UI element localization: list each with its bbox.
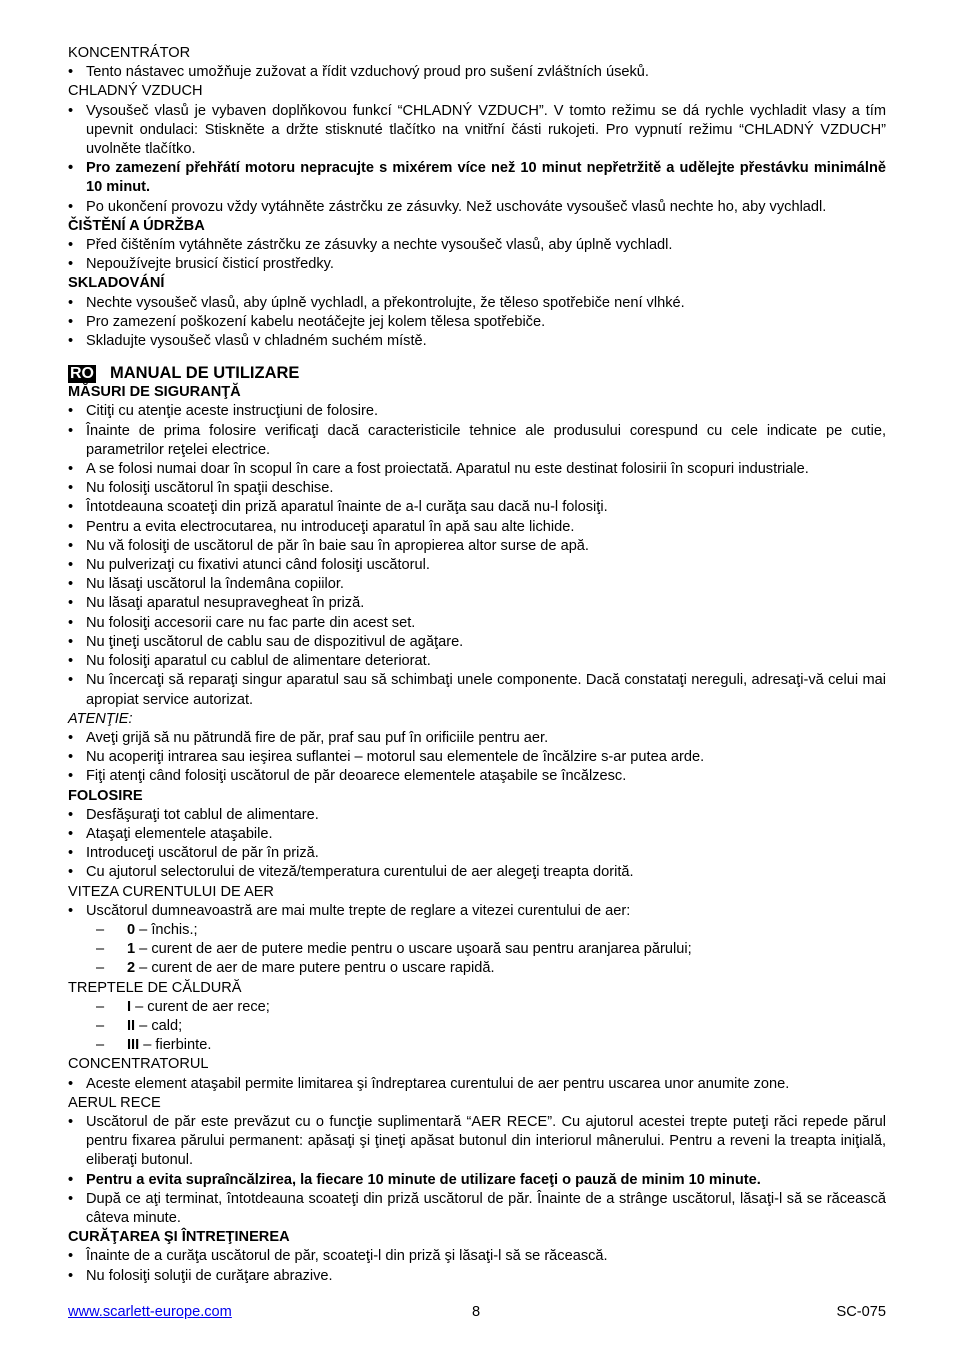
list-item: • Aveţi grijă să nu pătrundă fire de păr, praf sau puf în orificiile pentru aer. [68,729,886,748]
list-item: • Cu ajutorul selectorului de viteză/temperatura curentului de aer alegeţi treapta dorită. [68,863,886,882]
list-item: • Vysoušeč vlasů je vybaven doplňkovou funkcí “CHLADNÝ VZDUCH”. V tomto režimu se dá rychle vychladit vlasy a tím upevnit ondulaci: Stiskněte a držte stisknuté tlačítko na vnitřní části rukojeti. Pro vypnutí režimu “CHLADNÝ VZDUCH” uvolněte tlačítko. [68,102,886,160]
list-item: • Introduceţi uscătorul de păr în priză. [68,844,886,863]
level-text: – curent de aer de putere medie pentru o uscare uşoară sau pentru aranjarea părului; [135,941,692,958]
manual-page [68,44,886,1286]
list-item: • Aceste element ataşabil permite limitarea şi îndreptarea curentului de aer pentru uscarea unor anumite zone. [68,1075,886,1094]
list-viteza-intro [68,902,886,921]
list-item: • Nu acoperiţi intrarea sau ieşirea suflantei – motorul sau elementele de încălzire s-ar putea arde. [68,748,886,767]
list-item-warning: • Pentru a evita supraîncălzirea, la fiecare 10 minute de utilizare faceţi o pauză de minim 10 minute. [68,1171,886,1190]
language-badge: RO [70,364,94,382]
heading-concentratorul: CONCENTRATORUL [68,1056,209,1073]
list-item: • A se folosi numai doar în scopul în care a fost proiectată. Aparatul nu este destinat folosirii în scopuri industriale. [68,460,886,479]
model-code: SC-075 [836,1304,886,1320]
list-item: • Nu vă folosiţi de uscătorul de păr în baie sau în apropierea altor surse de apă. [68,537,886,556]
list-item: • Înainte de a curăţa uscătorul de păr, scoateţi-l din priză şi lăsaţi-l să se răcească. [68,1247,886,1266]
list-curatarea [68,1247,886,1285]
list-item: • Desfăşuraţi tot cablul de alimentare. [68,806,886,825]
heading-aerul-rece: AERUL RECE [68,1094,161,1111]
level-key: I [127,998,132,1015]
heading-folosire: FOLOSIRE [68,787,143,804]
list-item: • Nechte vysoušeč vlasů, aby úplně vychladl, a překontrolujte, že těleso spotřebiče není vlhké. [68,294,886,313]
level-text: – închis.; [135,921,198,938]
list-item: • După ce aţi terminat, întotdeauna scoateţi din priză uscătorul de păr. Înainte de a strânge uscătorul, lăsaţi-l să se răcească câteva minute. [68,1190,886,1228]
list-item: • Před čištěním vytáhněte zástrčku ze zásuvky a nechte vysoušeč vlasů, aby úplně vychladl. [68,236,886,255]
list-item: • Uscătorul dumneavoastră are mai multe trepte de reglare a vitezei curentului de aer: [68,902,886,921]
dash-item [68,940,886,959]
heading-koncentrator: KONCENTRÁTOR [68,45,191,61]
heading-masuri: MĂSURI DE SIGURANŢĂ [68,384,241,401]
level-key: 1 [127,941,136,958]
website-link[interactable]: www.scarlett-europe.com [68,1304,232,1320]
list-item: • Nu lăsaţi aparatul nesupravegheat în priză. [68,594,886,613]
list-cisteni [68,236,886,274]
list-folosire [68,806,886,883]
level-key: III [127,1037,140,1054]
list-item: • Ataşaţi elementele ataşabile. [68,825,886,844]
section-title: MANUAL DE UTILIZARE [110,364,300,383]
dash-item [68,1036,886,1055]
heading-skladovani: SKLADOVÁNÍ [68,275,165,292]
list-viteza-levels [68,921,886,979]
list-atentie [68,729,886,787]
list-item: • Nu folosiţi soluţii de curăţare abrazive. [68,1267,886,1286]
list-item: • Nu folosiţi uscătorul în spaţii deschise. [68,479,886,498]
list-item: • Nu folosiţi aparatul cu cablul de alimentare deteriorat. [68,652,886,671]
section-header-ro [68,364,886,383]
list-item: • Pentru a evita electrocutarea, nu introduceţi aparatul în apă sau alte lichide. [68,518,886,537]
list-item: • Nu pulverizaţi cu fixativi atunci când folosiţi uscătorul. [68,556,886,575]
list-item: • Întotdeauna scoateţi din priză aparatul înainte de a-l curăţa sau dacă nu-l folosiţi. [68,498,886,517]
level-text: – curent de aer de mare putere pentru o uscare rapidă. [135,960,495,977]
level-key: II [127,1017,136,1034]
heading-atentie: ATENŢIE: [68,710,133,727]
heading-cisteni: ČIŠTĚNÍ A ÚDRŽBA [68,217,205,234]
list-trepte [68,998,886,1056]
level-text: – curent de aer rece; [131,998,270,1015]
dash-item [68,921,886,940]
list-item: • Skladujte vysoušeč vlasů v chladném suchém místě. [68,332,886,351]
list-item: • Pro zamezení poškození kabelu neotáčejte jej kolem tělesa spotřebiče. [68,313,886,332]
list-item: • Po ukončení provozu vždy vytáhněte zástrčku ze zásuvky. Než uschováte vysoušeč vlasů nechte ho, aby vychladl. [68,198,886,217]
list-masuri [68,402,886,709]
list-item: • Înainte de prima folosire verificaţi dacă caracteristicile tehnice ale produsului corespund cu cele indicate pe cutie, parametrilor reţelei electrice. [68,422,886,460]
heading-curatarea: CURĂŢAREA ŞI ÎNTREŢINEREA [68,1229,290,1246]
heading-chladny-vzduch: CHLADNÝ VZDUCH [68,83,203,100]
list-item: • Tento nástavec umožňuje zužovat a řídit vzduchový proud pro sušení zvláštních úseků. [68,63,886,82]
list-concentratorul [68,1075,886,1094]
list-item: • Nu folosiţi accesorii care nu fac parte din acest set. [68,614,886,633]
list-skladovani [68,294,886,352]
list-item: • Nu ţineţi uscătorul de cablu sau de dispozitivul de agăţare. [68,633,886,652]
level-text: – cald; [135,1017,183,1034]
list-item: • Nu lăsaţi uscătorul la îndemâna copiilor. [68,575,886,594]
list-item: • Nepoužívejte brusicí čisticí prostředky. [68,255,886,274]
page-number: 8 [472,1304,481,1320]
dash-item [68,998,886,1017]
list-item: • Citiţi cu atenţie aceste instrucţiuni de folosire. [68,402,886,421]
list-item: • Uscătorul de păr este prevăzut cu o funcţie suplimentară “AER RECE”. Cu ajutorul acestei trepte puteţi răci repede părul pentru fixarea părului permanent: apăsaţi şi ţineţi apăsat butonul din interiorul mânerului. Pentru a reveni la treapta iniţială, eliberaţi butonul. [68,1113,886,1171]
list-item-warning: • Pro zamezení přehřátí motoru nepracujte s mixérem více než 10 minut nepřetržitě a udělejte přestávku minimálně 10 minut. [68,159,886,197]
list-koncentrator [68,63,886,82]
list-item: • Fiţi atenţi când folosiţi uscătorul de păr deoarece elementele ataşabile se încălzesc. [68,767,886,786]
level-key: 0 [127,921,136,938]
heading-trepte: TREPTELE DE CĂLDURĂ [68,979,242,996]
list-chladny-vzduch [68,102,886,217]
heading-viteza: VITEZA CURENTULUI DE AER [68,883,274,900]
level-key: 2 [127,960,136,977]
level-text: – fierbinte. [139,1037,212,1054]
dash-item [68,959,886,978]
list-item: • Nu încercaţi să reparaţi singur aparatul sau să schimbaţi unele componente. Dacă constataţi nereguli, adresaţi-vă celui mai apropiat service autorizat. [68,671,886,709]
dash-item [68,1017,886,1036]
page-footer [68,1303,886,1323]
list-aerul-rece [68,1113,886,1228]
